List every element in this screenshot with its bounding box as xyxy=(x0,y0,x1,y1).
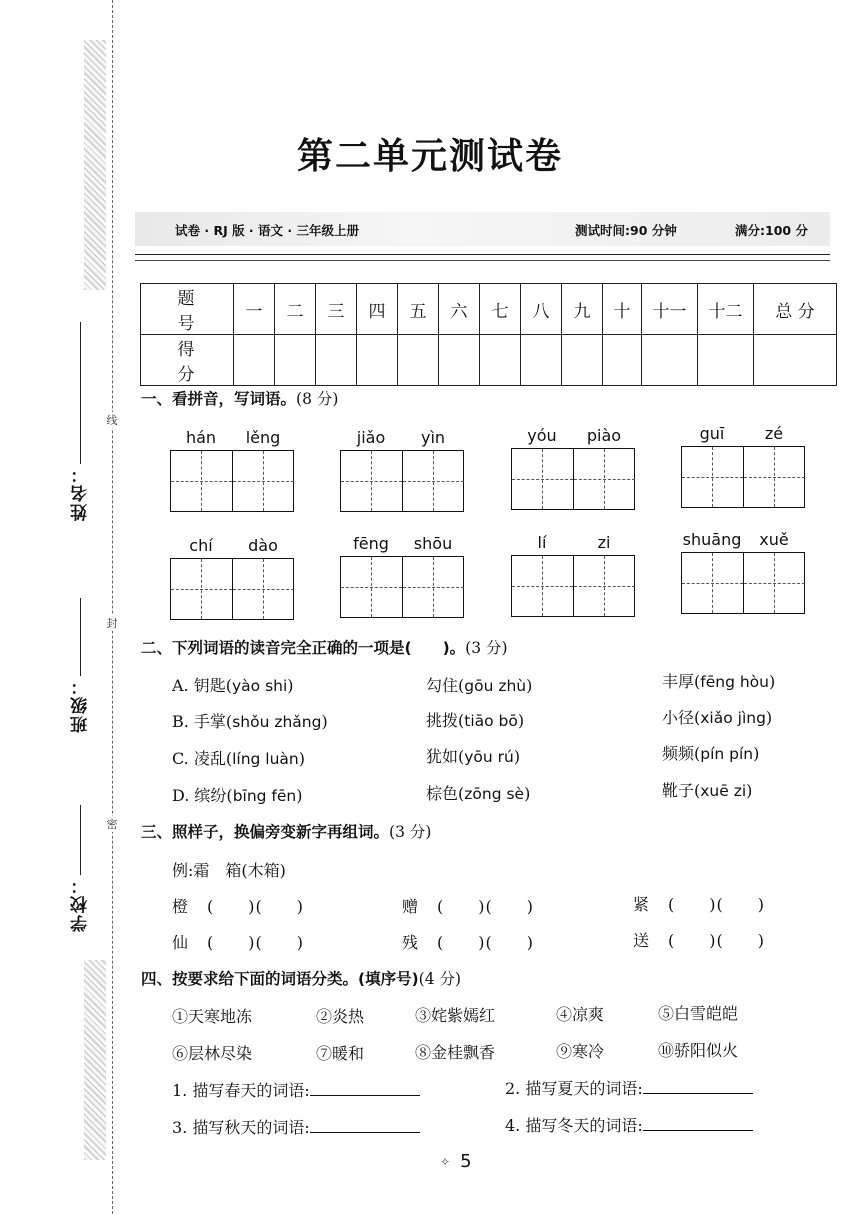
word-option: ⑥层林尽染 xyxy=(172,1044,253,1063)
section-4-title xyxy=(141,967,461,989)
binding-dashed-line xyxy=(112,0,113,1214)
option-c-word-2: 犹如(yōu rú) xyxy=(426,747,521,766)
grid-cell[interactable] xyxy=(232,559,294,619)
column-header: 四 xyxy=(357,284,398,335)
grid-cell[interactable] xyxy=(743,553,805,613)
pinyin: lí xyxy=(537,533,547,552)
pinyin-group xyxy=(681,424,811,534)
page-number: 5 xyxy=(460,1151,472,1172)
score-cell[interactable] xyxy=(603,335,642,386)
score-cell[interactable] xyxy=(562,335,603,386)
pinyin: piào xyxy=(586,426,622,445)
pinyin: guī xyxy=(699,424,725,443)
pinyin: shuāng xyxy=(682,530,742,549)
score-cell[interactable] xyxy=(439,335,480,386)
writing-grid[interactable] xyxy=(340,556,464,618)
grid-cell[interactable] xyxy=(171,451,232,511)
grid-cell[interactable] xyxy=(402,451,464,511)
pinyin: yìn xyxy=(420,428,446,447)
info-bar xyxy=(135,212,830,246)
section-3-title xyxy=(141,820,431,842)
section-2-title xyxy=(141,636,508,658)
score-head: 得 分 xyxy=(141,335,234,386)
option-a-word-2: 勾住(gōu zhù) xyxy=(426,676,533,695)
word-option: ②炎热 xyxy=(316,1007,365,1026)
section-1-heading: 一、看拼音，写词语。 xyxy=(141,390,297,408)
grid-cell[interactable] xyxy=(573,556,635,616)
column-header: 十 xyxy=(603,284,642,335)
score-table xyxy=(140,283,837,386)
name-label: 姓名： xyxy=(70,464,91,521)
score-cell[interactable] xyxy=(698,335,754,386)
pinyin-group xyxy=(511,533,641,643)
page-title: 第二单元测试卷 xyxy=(296,135,563,177)
char-item: 残 ( )( ) xyxy=(402,933,534,952)
section-4-heading: 四、按要求给下面的词语分类。(填序号) xyxy=(141,970,419,988)
word-option: ⑨寒冷 xyxy=(556,1042,605,1061)
word-option: ⑧金桂飘香 xyxy=(415,1043,496,1062)
pinyin: yóu xyxy=(527,426,557,445)
option-a-word-1: A. 钥匙(yào shi) xyxy=(172,676,294,695)
pinyin-group xyxy=(170,536,300,646)
pinyin-group xyxy=(340,534,470,644)
question-number-row xyxy=(141,284,837,335)
grid-cell[interactable] xyxy=(512,449,573,509)
edition-info: 试卷 · RJ 版 · 语文 · 三年级上册 xyxy=(175,223,359,238)
pinyin: lěng xyxy=(245,428,281,447)
column-header: 三 xyxy=(316,284,357,335)
score-row xyxy=(141,335,837,386)
header-rule xyxy=(135,254,830,261)
total-header: 总 分 xyxy=(754,284,837,335)
pinyin: zé xyxy=(764,424,784,443)
score-cell[interactable] xyxy=(275,335,316,386)
example-text: 例:霜 箱(木箱) xyxy=(172,861,286,880)
name-blank[interactable] xyxy=(80,322,81,464)
question-number-head: 题 号 xyxy=(141,284,234,335)
column-header: 九 xyxy=(562,284,603,335)
binding-mark-line: 线 xyxy=(106,414,118,427)
summer-question: 2. 描写夏天的词语: xyxy=(505,1076,753,1099)
score-cell[interactable] xyxy=(316,335,357,386)
section-3-heading: 三、照样子，换偏旁变新字再组词。 xyxy=(141,823,390,841)
section-1-points: (8 分) xyxy=(296,390,339,408)
test-time: 测试时间:90 分钟 xyxy=(575,223,677,238)
name-field[interactable] xyxy=(60,322,100,521)
writing-grid[interactable] xyxy=(681,446,805,508)
autumn-answer-line[interactable] xyxy=(310,1118,420,1133)
class-field[interactable] xyxy=(60,598,100,733)
grid-cell[interactable] xyxy=(682,447,743,507)
option-b-word-3: 小径(xiǎo jìng) xyxy=(662,708,773,727)
grid-cell[interactable] xyxy=(341,557,402,617)
answer-blanks[interactable]: ( )( ) xyxy=(437,897,534,916)
scan-texture xyxy=(84,960,106,1160)
autumn-question: 3. 描写秋天的词语: xyxy=(172,1115,420,1138)
word-option: ⑤白雪皑皑 xyxy=(658,1004,739,1023)
score-cell[interactable] xyxy=(521,335,562,386)
pinyin-group xyxy=(681,530,811,640)
pinyin: hán xyxy=(185,428,217,447)
grid-cell[interactable] xyxy=(341,451,402,511)
answer-blanks[interactable]: ( )( ) xyxy=(668,931,765,950)
pinyin: chí xyxy=(189,536,213,555)
option-b-word-1: B. 手掌(shǒu zhǎng) xyxy=(172,712,328,731)
section-1-title xyxy=(141,387,338,409)
word-option: ①天寒地冻 xyxy=(172,1007,253,1026)
score-cell[interactable] xyxy=(357,335,398,386)
writing-grid[interactable] xyxy=(340,450,464,512)
pinyin-group xyxy=(170,428,300,538)
answer-blanks[interactable]: ( )( ) xyxy=(207,897,304,916)
option-d-word-3: 靴子(xuē zi) xyxy=(662,781,753,800)
sparkle-icon: ✧ xyxy=(440,1154,451,1169)
option-a-word-3: 丰厚(fēng hòu) xyxy=(662,672,776,691)
option-d-word-1: D. 缤纷(bīng fēn) xyxy=(172,786,303,805)
option-d-word-2: 棕色(zōng sè) xyxy=(426,784,531,803)
column-header: 一 xyxy=(234,284,275,335)
pinyin: dào xyxy=(248,536,278,555)
column-header: 六 xyxy=(439,284,480,335)
grid-cell[interactable] xyxy=(682,553,743,613)
full-score: 满分:100 分 xyxy=(735,223,808,238)
score-cell[interactable] xyxy=(642,335,698,386)
word-option: ③姹紫嫣红 xyxy=(415,1006,496,1025)
section-2-heading: 二、下列词语的读音完全正确的一项是( )。 xyxy=(141,639,466,657)
pinyin: fēng xyxy=(353,534,389,553)
class-blank[interactable] xyxy=(80,598,81,676)
answer-blanks[interactable]: ( )( ) xyxy=(437,933,534,952)
page-number-area xyxy=(440,1151,472,1172)
writing-grid[interactable] xyxy=(511,448,635,510)
word-option: ⑩骄阳似火 xyxy=(658,1041,739,1060)
spring-answer-line[interactable] xyxy=(310,1081,420,1096)
pinyin-group xyxy=(340,428,470,538)
section-3-points: (3 分) xyxy=(389,823,432,841)
writing-grid[interactable] xyxy=(511,555,635,617)
section-4-points: (4 分) xyxy=(418,970,462,988)
word-option: ⑦暖和 xyxy=(316,1044,365,1063)
pinyin: shōu xyxy=(413,534,453,553)
writing-grid[interactable] xyxy=(170,450,294,512)
spring-question: 1. 描写春天的词语: xyxy=(172,1078,420,1101)
char-item: 橙 ( )( ) xyxy=(172,897,304,916)
binding-mark-seal: 封 xyxy=(106,617,118,630)
pinyin: zi xyxy=(597,533,611,552)
score-cell[interactable] xyxy=(398,335,439,386)
total-score-cell[interactable] xyxy=(754,335,837,386)
char-item: 赠 ( )( ) xyxy=(402,897,534,916)
score-cell[interactable] xyxy=(234,335,275,386)
binding-mark-secret: 密 xyxy=(106,818,118,831)
section-2-points: (3 分) xyxy=(465,639,508,657)
grid-cell[interactable] xyxy=(743,447,805,507)
option-b-word-2: 挑拨(tiāo bō) xyxy=(426,711,525,730)
answer-blanks[interactable]: ( )( ) xyxy=(207,933,304,952)
summer-answer-line[interactable] xyxy=(643,1079,753,1094)
option-c-word-1: C. 凌乱(líng luàn) xyxy=(172,749,305,768)
column-header: 八 xyxy=(521,284,562,335)
school-field[interactable] xyxy=(60,805,100,932)
char-item: 送 ( )( ) xyxy=(633,931,765,950)
char-item: 紧 ( )( ) xyxy=(633,895,765,914)
column-header: 七 xyxy=(480,284,521,335)
column-header: 二 xyxy=(275,284,316,335)
column-header: 五 xyxy=(398,284,439,335)
option-c-word-3: 频频(pín pín) xyxy=(662,744,760,763)
grid-cell[interactable] xyxy=(171,559,232,619)
column-header: 十二 xyxy=(698,284,754,335)
char-item: 仙 ( )( ) xyxy=(172,933,304,952)
grid-cell[interactable] xyxy=(573,449,635,509)
winter-answer-line[interactable] xyxy=(643,1116,753,1131)
answer-blanks[interactable]: ( )( ) xyxy=(668,895,765,914)
grid-cell[interactable] xyxy=(512,556,573,616)
column-header: 十一 xyxy=(642,284,698,335)
school-label: 学校： xyxy=(70,875,91,932)
winter-question: 4. 描写冬天的词语: xyxy=(505,1113,753,1136)
class-label: 班级： xyxy=(70,676,91,733)
pinyin: xuě xyxy=(759,530,789,549)
pinyin: jiǎo xyxy=(356,428,386,447)
writing-grid[interactable] xyxy=(681,552,805,614)
writing-grid[interactable] xyxy=(170,558,294,620)
school-blank[interactable] xyxy=(80,805,81,875)
pinyin-group xyxy=(511,426,641,536)
grid-cell[interactable] xyxy=(232,451,294,511)
grid-cell[interactable] xyxy=(402,557,464,617)
score-cell[interactable] xyxy=(480,335,521,386)
word-option: ④凉爽 xyxy=(556,1005,605,1024)
